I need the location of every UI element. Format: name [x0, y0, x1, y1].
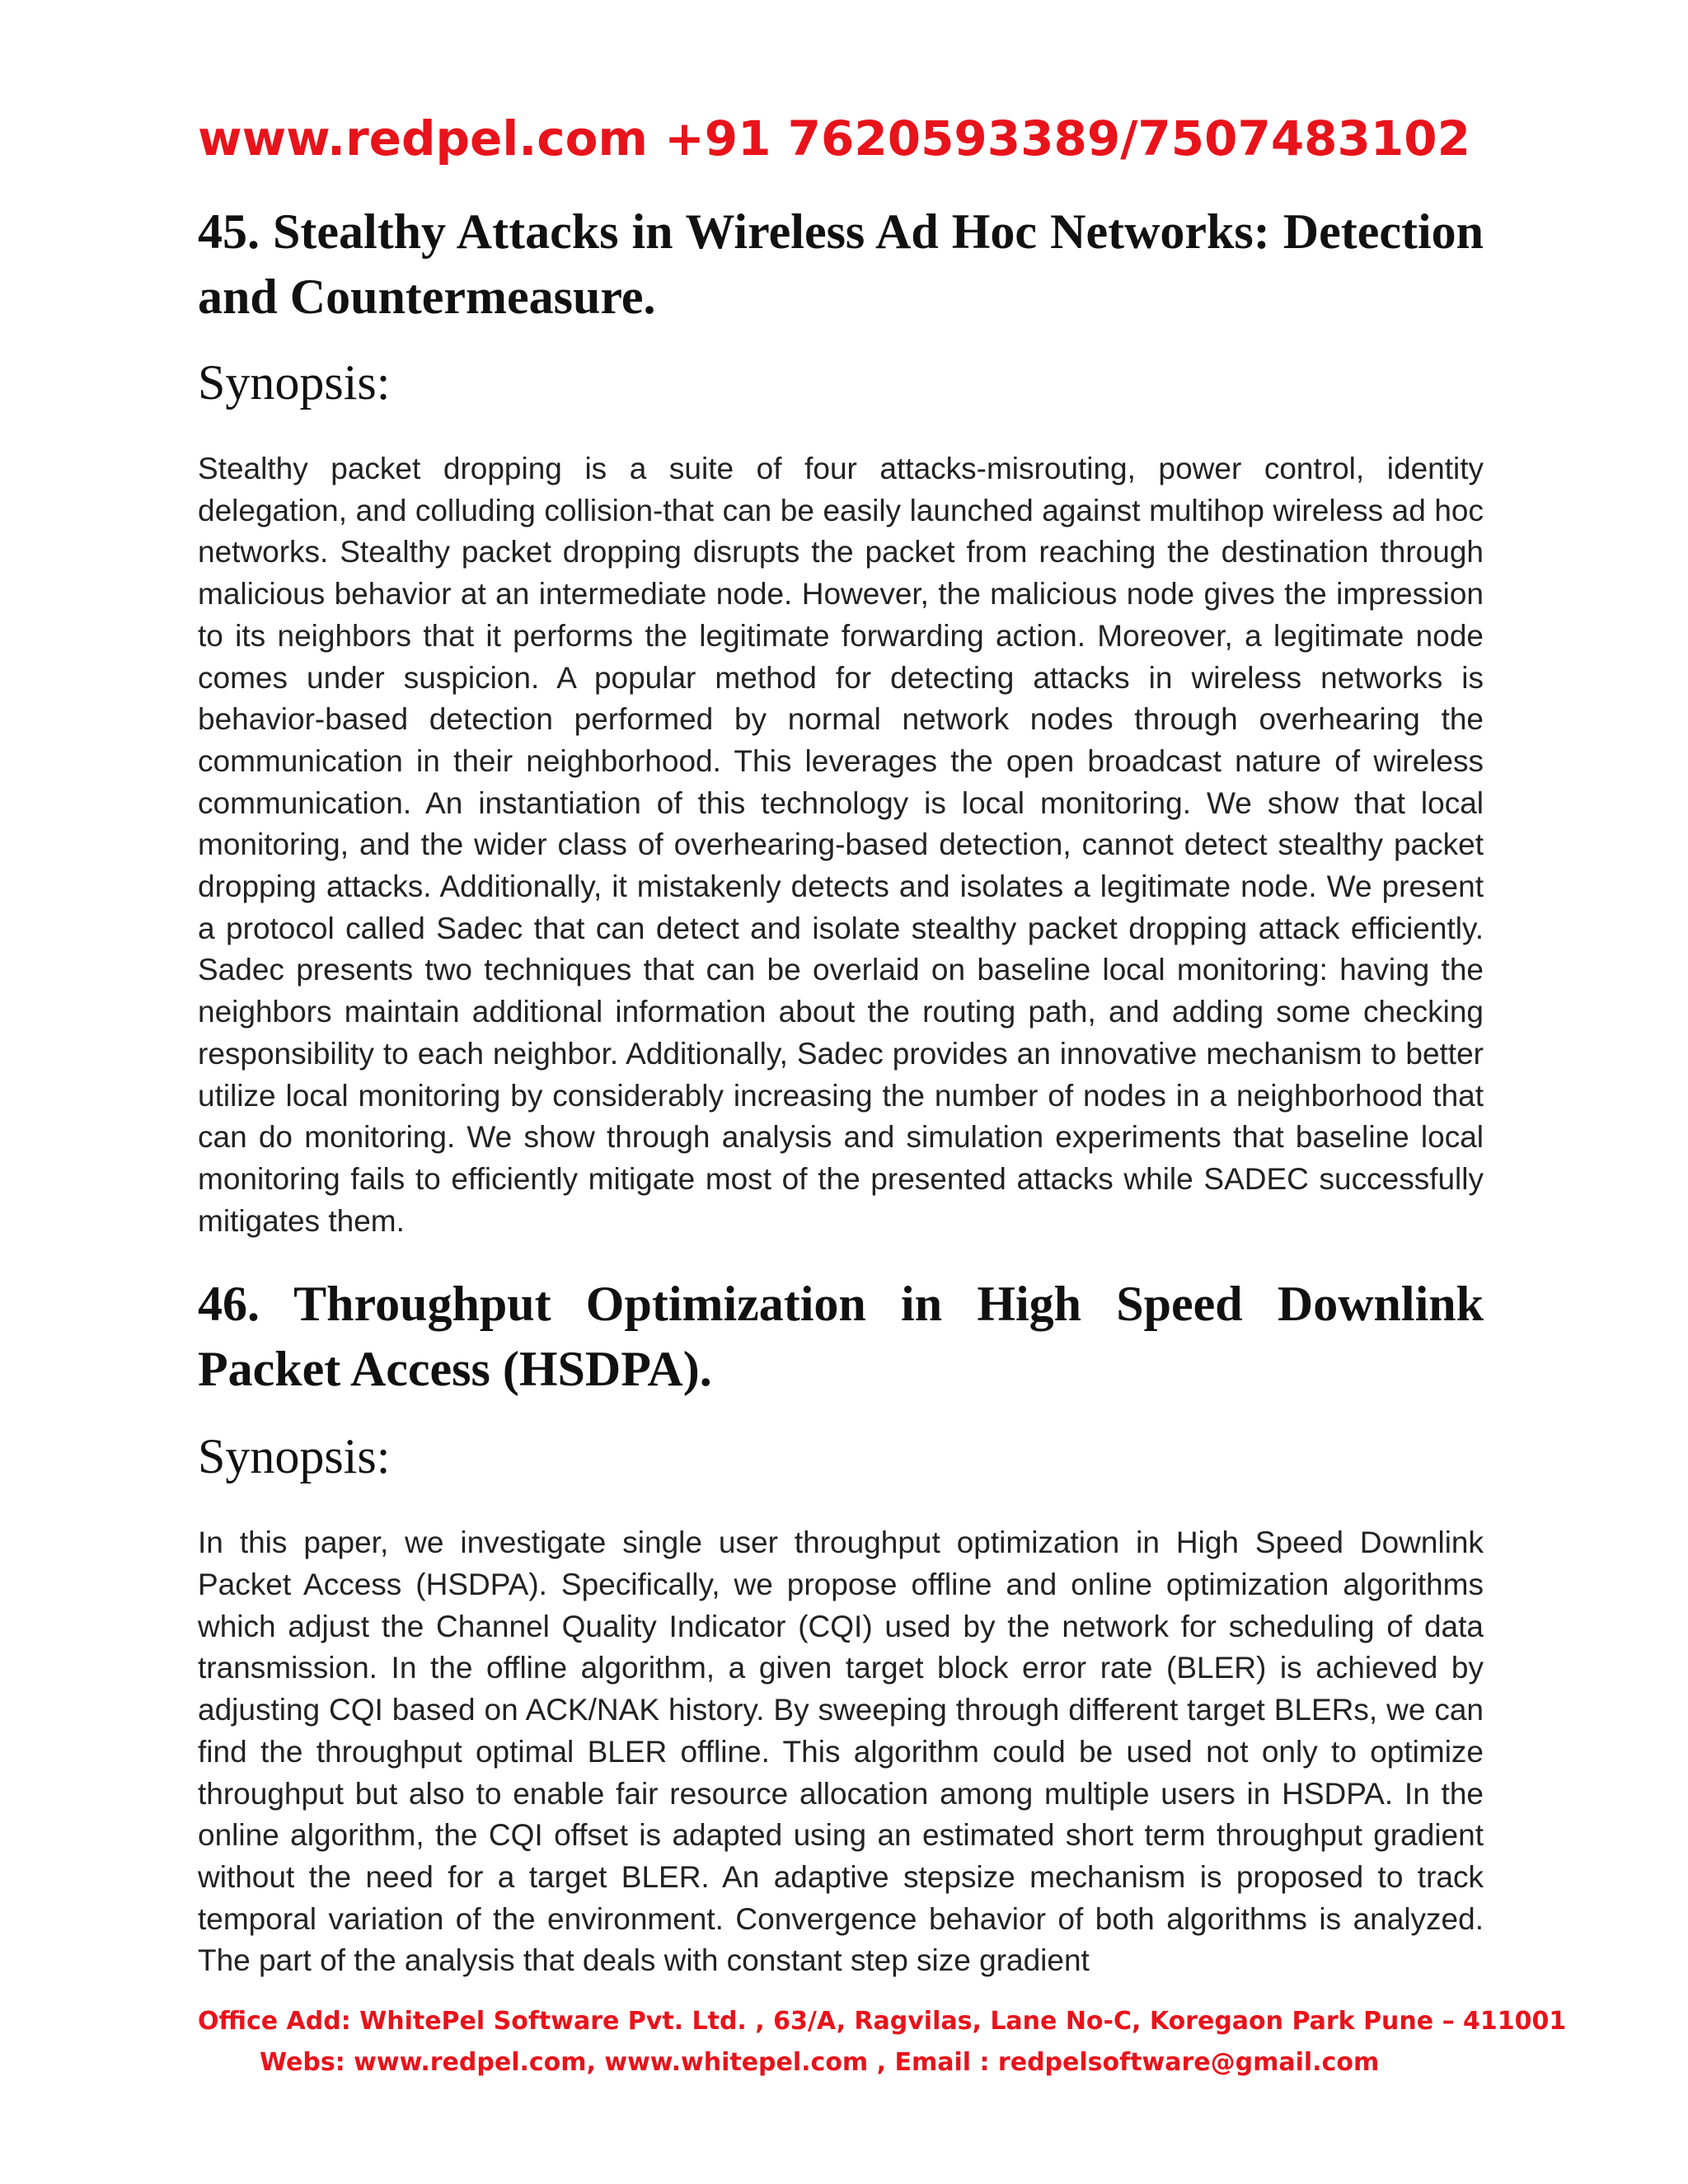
synopsis-label-45: Synopsis: — [198, 355, 391, 410]
contact-header: www.redpel.com +91 7620593389/7507483102 — [198, 110, 1470, 166]
page-footer — [198, 2001, 1566, 2083]
synopsis-text-45: Stealthy packet dropping is a suite of four attacks-misrouting, power control, identity delegation, and colluding collision-that can be easily launched against multihop wireless ad hoc networks. Stealthy packet dropping disrupts the packet from reaching the destination through malicious behavior at an intermediate node. However, the malicious node gives the impression to its neighbors that it performs the legitimate forwarding action. Moreover, a legitimate node comes under suspicion. A popular method for detecting attacks in wireless networks is behavior-based detection performed by normal network nodes through overhearing the communication in their neighborhood. This leverages the open broadcast nature of wireless communication. An instantiation of this technology is local monitoring. We show that local monitoring, and the wider class of overhearing-based detection, cannot detect stealthy packet dropping attacks. Additionally, it mistakenly detects and isolates a legitimate node. We present a protocol called Sadec that can detect and isolate stealthy packet dropping attack efficiently. Sadec presents two techniques that can be overlaid on baseline local monitoring: having the neighbors maintain additional information about the routing path, and adding some checking responsibility to each neighbor. Additionally, Sadec provides an innovative mechanism to better utilize local monitoring by considerably increasing the number of nodes in a neighborhood that can do monitoring. We show through analysis and simulation experiments that baseline local monitoring fails to efficiently mitigate most of the presented attacks while SADEC successfully mitigates them. — [198, 452, 1484, 1238]
section-title-46: 46. Throughput Optimization in High Speed Downlink Packet Access (HSDPA). — [198, 1277, 1484, 1397]
section-title-45: 45. Stealthy Attacks in Wireless Ad Hoc Networks: Detection and Countermeasure. — [198, 204, 1484, 324]
synopsis-text-46: In this paper, we investigate single user throughput optimization in High Speed Downlink Packet Access (HSDPA). Specifically, we propose offline and online optimization algorithms which adjust the Channel Quality Indicator (CQI) used by the network for scheduling of data transmission. In the offline algorithm, a given target block error rate (BLER) is achieved by adjusting CQI based on ACK/NAK history. By sweeping through different target BLERs, we can find the throughput optimal BLER offline. This algorithm could be used not only to optimize throughput but also to enable fair resource allocation among multiple users in HSDPA. In the online algorithm, the CQI offset is adapted using an estimated short term throughput gradient without the need for a target BLER. An adaptive stepsize mechanism is proposed to track temporal variation of the environment. Convergence behavior of both algorithms is analyzed. The part of the analysis that deals with constant step size gradient — [198, 1526, 1484, 1978]
footer-address: Office Add: WhitePel Software Pvt. Ltd. , 63/A, Ragvilas, Lane No-C, Koregaon Park Pune – 411001 — [198, 2007, 1567, 2036]
synopsis-label-46: Synopsis: — [198, 1429, 391, 1484]
footer-webs: Webs: www.redpel.com, www.whitepel.com , Email : redpelsoftware@gmail.com — [260, 2048, 1380, 2077]
page-content — [198, 97, 1484, 1982]
